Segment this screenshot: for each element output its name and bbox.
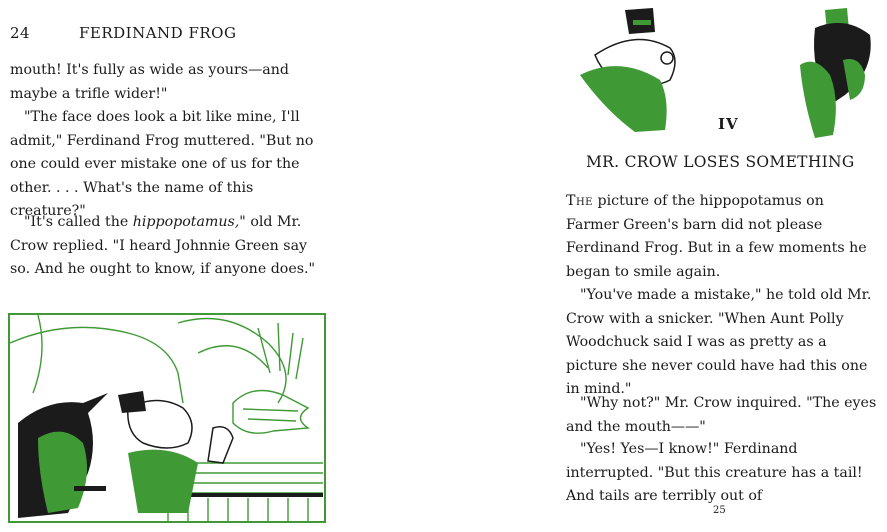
paragraph: "Why not?" Mr. Crow inquired. "The eyes and the mouth——"	[566, 395, 877, 435]
page-number-footer: 25	[713, 505, 726, 516]
chapter-title: MR. CROW LOSES SOMETHING	[586, 153, 855, 171]
paragraph: "The face does look a bit like mine, I'll admit," Ferdinand Frog muttered. "But no one could ever mistake one of us for the other. . . . What's the name of this creature?"	[10, 109, 314, 219]
illustration-crow-frog-hippo	[8, 313, 326, 523]
chapter-number: IV	[718, 115, 739, 133]
page-number: 24	[10, 24, 31, 42]
paragraph: The picture of the hippopotamus on Farmer Green's barn did not please Ferdinand Frog. But in a few moments he began to smile again.	[566, 193, 867, 280]
emphasis-word: hippopotamus,"	[132, 214, 246, 230]
opening-word: The	[566, 193, 593, 209]
paragraph: "You've made a mistake," he told old Mr. Crow with a snicker. "When Aunt Polly Woodchuck said I was as pretty as a picture she never could have had this one in mind."	[566, 287, 872, 397]
running-head: FERDINAND FROG	[79, 24, 237, 42]
paragraph: mouth! It's fully as wide as yours—and maybe a trifle wider!"	[10, 62, 289, 102]
paragraph: "It's called the hippopotamus," old Mr. Crow replied. "I heard Johnnie Green say so. And he ought to know, if anyone does."	[10, 214, 316, 277]
paragraph: "Yes! Yes—I know!" Ferdinand interrupted. "But this creature has a tail! And tails are terribly out of	[566, 441, 863, 504]
